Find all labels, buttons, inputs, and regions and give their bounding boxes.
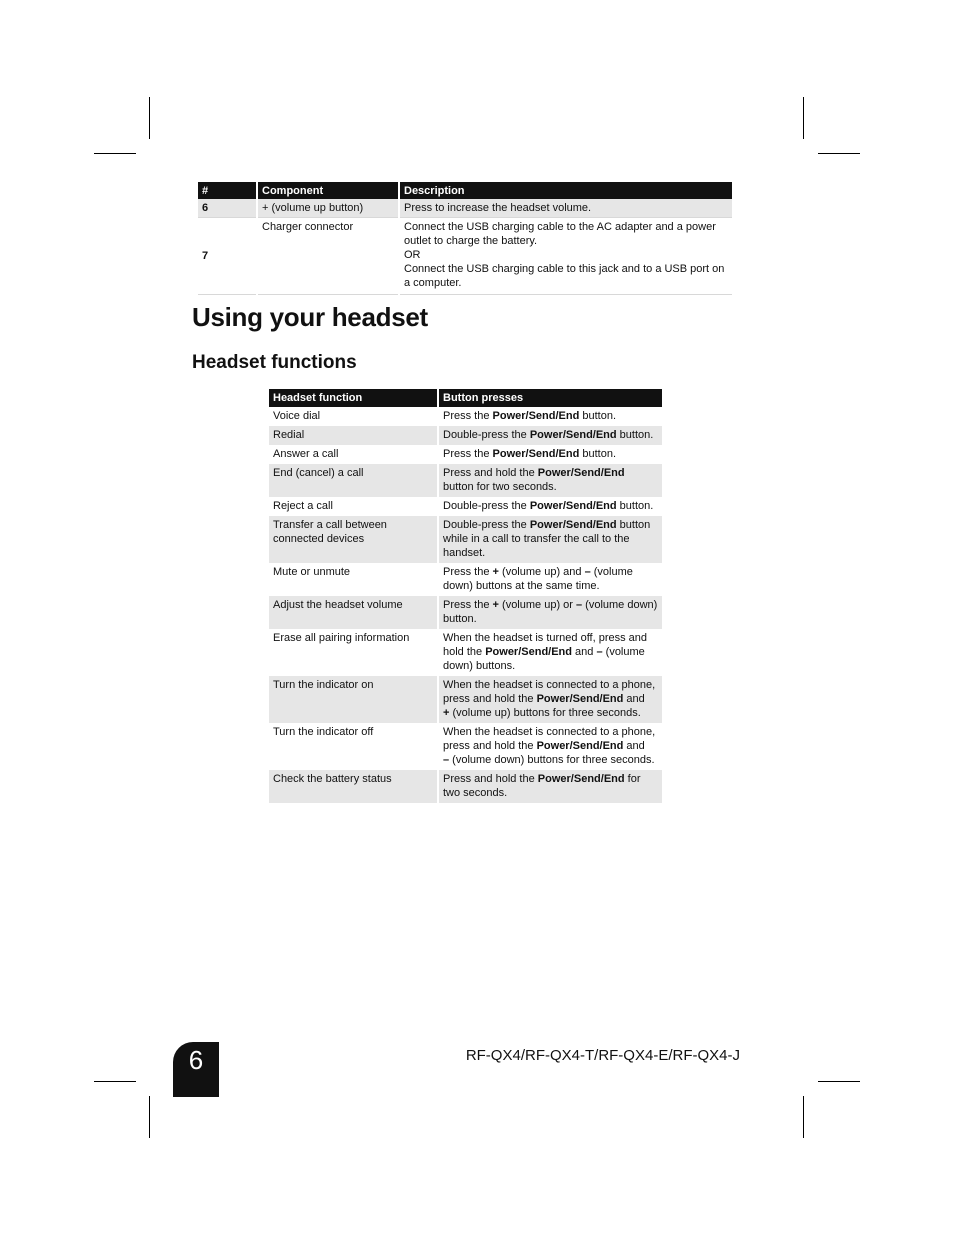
crop-mark bbox=[94, 1081, 136, 1082]
headset-function: Turn the indicator on bbox=[269, 676, 438, 723]
description-line: Connect the USB charging cable to this jack and to a USB port on a computer. bbox=[404, 263, 725, 289]
table-row bbox=[198, 199, 732, 218]
button-name: Power/Send/End bbox=[529, 519, 617, 531]
instruction-text: Press the bbox=[443, 448, 493, 460]
table-row bbox=[269, 464, 662, 497]
button-name: + bbox=[492, 566, 499, 578]
button-name: – bbox=[576, 599, 583, 611]
button-name: Power/Send/End bbox=[529, 429, 617, 441]
component-description bbox=[399, 199, 732, 218]
table-row bbox=[269, 445, 662, 464]
headset-functions-table bbox=[269, 389, 662, 803]
instruction-text: Double-press the bbox=[443, 519, 530, 531]
instruction-text: (volume down) buttons at the same time. bbox=[443, 566, 633, 592]
headset-function: Transfer a call between connected devices bbox=[269, 516, 438, 563]
column-header: Description bbox=[399, 182, 732, 199]
column-header: Headset function bbox=[269, 389, 438, 407]
instruction-text: (volume up) buttons for three seconds. bbox=[449, 707, 641, 719]
model-number: RF-QX4/RF-QX4-T/RF-QX4-E/RF-QX4-J bbox=[465, 1047, 740, 1064]
instruction-text: button. bbox=[579, 448, 617, 460]
button-presses bbox=[438, 407, 662, 426]
headset-function: Mute or unmute bbox=[269, 563, 438, 596]
instruction-text: Double-press the bbox=[443, 429, 530, 441]
button-presses bbox=[438, 426, 662, 445]
button-name: – bbox=[443, 754, 450, 766]
headset-function: Adjust the headset volume bbox=[269, 596, 438, 629]
button-name: Power/Send/End bbox=[492, 410, 580, 422]
component-name: + (volume up button) bbox=[257, 199, 399, 218]
component-name: Charger connector bbox=[257, 218, 399, 295]
column-header: Button presses bbox=[438, 389, 662, 407]
instruction-text: and bbox=[623, 740, 645, 752]
instruction-text: (volume up) and bbox=[498, 566, 585, 578]
table-row bbox=[269, 770, 662, 803]
crop-mark bbox=[818, 1081, 860, 1082]
instruction-text: and bbox=[572, 646, 597, 658]
button-presses bbox=[438, 464, 662, 497]
description-line: Press to increase the headset volume. bbox=[404, 202, 592, 214]
headset-function: Check the battery status bbox=[269, 770, 438, 803]
table-row bbox=[269, 723, 662, 770]
button-presses bbox=[438, 676, 662, 723]
instruction-text: and bbox=[623, 693, 645, 705]
row-number: 6 bbox=[198, 199, 257, 218]
page-number-badge: 6 bbox=[173, 1042, 219, 1097]
page-title: Using your headset bbox=[192, 302, 428, 332]
instruction-text: for two seconds. bbox=[443, 773, 641, 799]
crop-mark bbox=[803, 1096, 804, 1138]
headset-function: Redial bbox=[269, 426, 438, 445]
row-number: 7 bbox=[198, 218, 257, 295]
crop-mark bbox=[149, 97, 150, 139]
column-header: Component bbox=[257, 182, 399, 199]
table-row bbox=[269, 563, 662, 596]
table-row bbox=[198, 218, 732, 295]
component-table bbox=[198, 182, 732, 295]
description-line: Connect the USB charging cable to the AC adapter and a power outlet to charge the battery. bbox=[404, 221, 716, 247]
button-name: Power/Send/End bbox=[537, 773, 625, 785]
button-presses bbox=[438, 596, 662, 629]
button-presses bbox=[438, 516, 662, 563]
instruction-text: button. bbox=[616, 500, 654, 512]
instruction-text: button. bbox=[579, 410, 617, 422]
button-presses bbox=[438, 445, 662, 464]
crop-mark bbox=[94, 153, 136, 154]
table-row bbox=[269, 407, 662, 426]
table-row bbox=[269, 596, 662, 629]
instruction-text: (volume down) buttons. bbox=[443, 646, 645, 672]
button-name: Power/Send/End bbox=[492, 448, 580, 460]
table-row bbox=[269, 516, 662, 563]
column-header: # bbox=[198, 182, 257, 199]
crop-mark bbox=[818, 153, 860, 154]
section-title: Headset functions bbox=[192, 352, 357, 373]
headset-function: Voice dial bbox=[269, 407, 438, 426]
table-row bbox=[269, 497, 662, 516]
instruction-text: button while in a call to transfer the call to the handset. bbox=[443, 519, 651, 559]
button-presses bbox=[438, 723, 662, 770]
functions-table-body bbox=[269, 407, 662, 803]
button-name: – bbox=[584, 566, 591, 578]
instruction-text: When the headset is connected to a phone, press and hold the bbox=[443, 726, 656, 752]
button-name: Power/Send/End bbox=[537, 467, 625, 479]
instruction-text: When the headset is connected to a phone, press and hold the bbox=[443, 679, 656, 705]
instruction-text: (volume down) button. bbox=[443, 599, 658, 625]
instruction-text: Press and hold the bbox=[443, 773, 538, 785]
headset-function: End (cancel) a call bbox=[269, 464, 438, 497]
instruction-text: button. bbox=[616, 429, 654, 441]
instruction-text: Double-press the bbox=[443, 500, 530, 512]
description-line: OR bbox=[404, 249, 421, 261]
crop-mark bbox=[803, 97, 804, 139]
button-name: + bbox=[492, 599, 499, 611]
button-name: – bbox=[596, 646, 603, 658]
headset-function: Answer a call bbox=[269, 445, 438, 464]
instruction-text: button for two seconds. bbox=[443, 481, 557, 493]
instruction-text: Press and hold the bbox=[443, 467, 538, 479]
component-description bbox=[399, 218, 732, 295]
instruction-text: Press the bbox=[443, 599, 493, 611]
instruction-text: Press the bbox=[443, 566, 493, 578]
headset-function: Erase all pairing information bbox=[269, 629, 438, 676]
table-row bbox=[269, 676, 662, 723]
button-name: Power/Send/End bbox=[485, 646, 572, 658]
button-presses bbox=[438, 497, 662, 516]
instruction-text: When the headset is turned off, press and hold the bbox=[443, 632, 648, 658]
button-presses bbox=[438, 563, 662, 596]
table-row bbox=[269, 629, 662, 676]
button-presses bbox=[438, 629, 662, 676]
button-name: Power/Send/End bbox=[529, 500, 617, 512]
crop-mark bbox=[149, 1096, 150, 1138]
button-presses bbox=[438, 770, 662, 803]
table-row bbox=[269, 426, 662, 445]
button-name: Power/Send/End bbox=[536, 740, 624, 752]
instruction-text: (volume down) buttons for three seconds. bbox=[449, 754, 655, 766]
instruction-text: (volume up) or bbox=[498, 599, 576, 611]
button-name: Power/Send/End bbox=[536, 693, 624, 705]
headset-function: Turn the indicator off bbox=[269, 723, 438, 770]
instruction-text: Press the bbox=[443, 410, 493, 422]
headset-function: Reject a call bbox=[269, 497, 438, 516]
button-name: + bbox=[443, 707, 450, 719]
